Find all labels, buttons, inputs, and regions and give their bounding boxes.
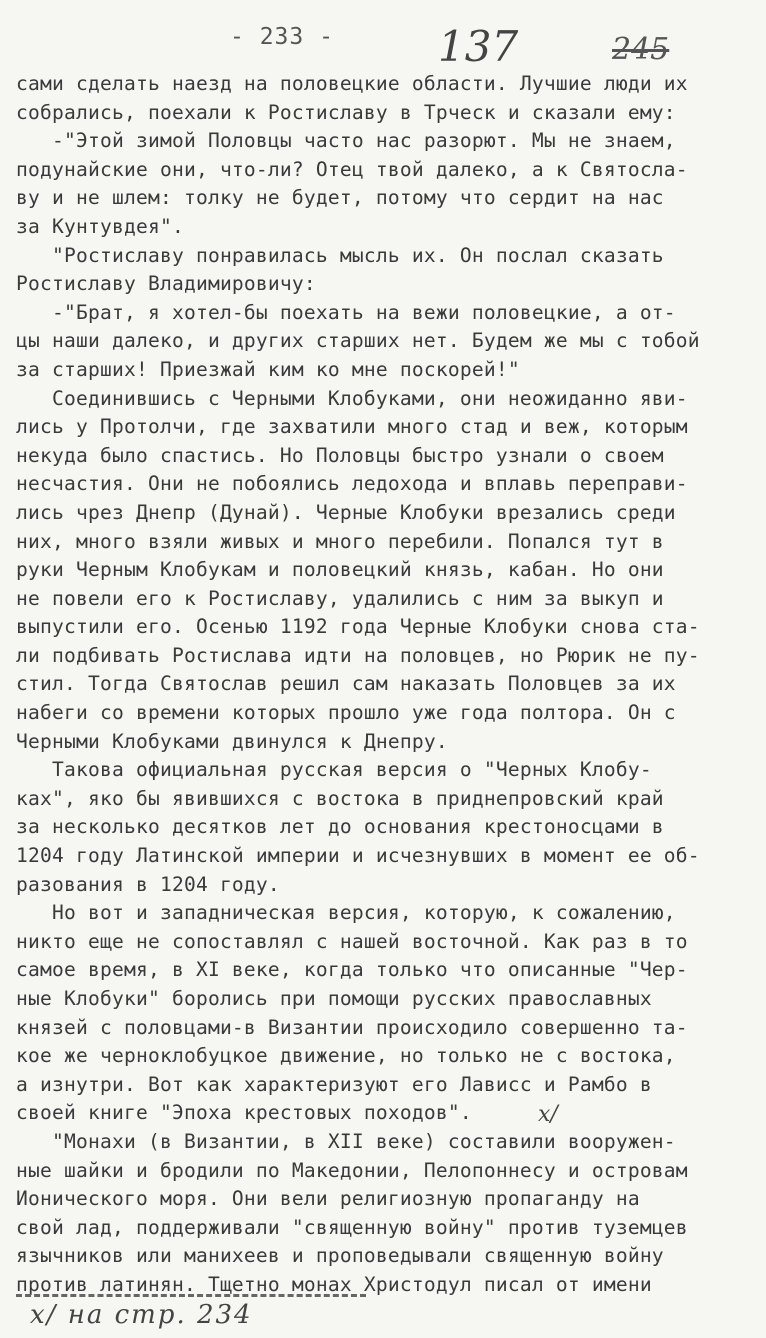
text-line: своей книге "Эпоха крестовых походов". [16,1101,472,1125]
text-line: -"Этой зимой Половцы часто нас разорют. Мы не знаем, [16,129,676,153]
text-line: лись чрез Днепр (Дунай). Черные Клобуки врезались среди [16,500,676,524]
text-line: -"Брат, я хотел-бы поехать на вежи половецкие, а от- [16,300,676,324]
page-number: - 233 - [230,24,334,50]
text-line: ках", яко бы явившихся с востока в приднепровский край [16,786,664,810]
text-line: некуда было спастись. Но Половцы быстро узнали о своем [16,443,664,467]
text-line: ву и не шлем: толку не будет, потому что сердит на нас [16,186,664,210]
text-line: за старших! Приезжай ким ко мне поскорей!" [16,357,520,381]
text-line: подунайские они, что-ли? Отец твой далеко, а к Святосла- [16,157,688,181]
text-line: Ионического моря. Они вели религиозную пропаганду на [16,1187,640,1211]
footnote-divider [16,1294,366,1297]
text-line: кое же черноклобуцкое движение, но только не с востока, [16,1044,676,1068]
text-line: "Монахи (в Византии, в XII веке) составили вооружен- [16,1129,676,1153]
text-line: ные шайки и бродили по Македонии, Пелопоннесу и островам [16,1158,688,1182]
page-header [0,10,766,70]
text-line: набеги со времени которых прошло уже года полтора. Он с [16,701,676,725]
text-line: самое время, в XI веке, когда только что описанные "Чер- [16,958,688,982]
text-line: свой лад, поддерживали "священную войну" против туземцев [16,1215,688,1239]
text-line: язычников или манихеев и проповедывали священную войну [16,1244,664,1268]
text-line: ные Клобуки" боролись при помощи русских православных [16,987,652,1010]
text-line: Черными Клобуками двинулся к Днепру. [16,729,448,753]
text-line: не повели его к Ростиславу, удалились с ним за выкуп и [16,586,664,610]
text-line: "Ростиславу понравилась мысль их. Он послал сказать [16,243,664,267]
struck-old-page-number: 245 [612,32,670,67]
text-line: Такова официальная русская версия о "Черных Клобу- [16,758,652,782]
text-line: цы наши далеко, и других старших нет. Будем же мы с тобой [16,329,700,353]
text-line: за несколько десятков лет до основания крестоносцами в [16,815,664,839]
text-line: а изнутри. Вот как характеризуют его Лависс и Рамбо в [16,1072,652,1096]
text-line: лись у Протолчи, где захватили много стад и веж, которым [16,415,688,439]
text-line: за Кунтувдея". [16,214,184,238]
text-line: ли подбивать Ростислава идти на половцев, но Рюрик не пу- [16,643,700,667]
text-line: сами сделать наезд на половецкие области. Лучшие люди их [16,72,688,95]
footnote-reference-mark: x/ [538,1102,558,1127]
text-line: Соединившись с Черными Клобуками, они неожиданно яви- [16,386,688,410]
text-line: Ростиславу Владимировичу: [16,272,316,296]
text-line: собрались, поехали к Ростиславу в Трческ и сказали ему: [16,100,676,124]
text-line: несчастия. Они не побоялись ледохода и вплавь переправи- [16,472,688,496]
text-line: разования в 1204 году. [16,872,280,896]
text-line: руки Черным Клобукам и половецкий князь, кабан. Но они [16,558,664,582]
text-line: никто еще не сопоставлял с нашей восточной. Как раз в то [16,929,688,953]
text-line: князей с половцами-в Византии происходило совершенно та- [16,1015,688,1039]
handwritten-footnote: x/ на стр. 234 [30,1300,253,1330]
text-line: стил. Тогда Святослав решил сам наказать Половцев за их [16,672,676,696]
text-line: 1204 году Латинской империи и исчезнувших в момент ее об- [16,844,700,868]
archive-page-number: 137 [438,22,519,71]
text-line: них, много взяли живых и много перебили. Попался тут в [16,529,664,553]
text-line: выпустили его. Осенью 1192 года Черные Клобуки снова ста- [16,615,700,639]
body-text [16,70,760,1300]
text-line: Но вот и западническая версия, которую, к сожалению, [16,901,676,925]
text-line: против латинян. Тщетно монах Христодул писал от имени [16,1272,652,1296]
